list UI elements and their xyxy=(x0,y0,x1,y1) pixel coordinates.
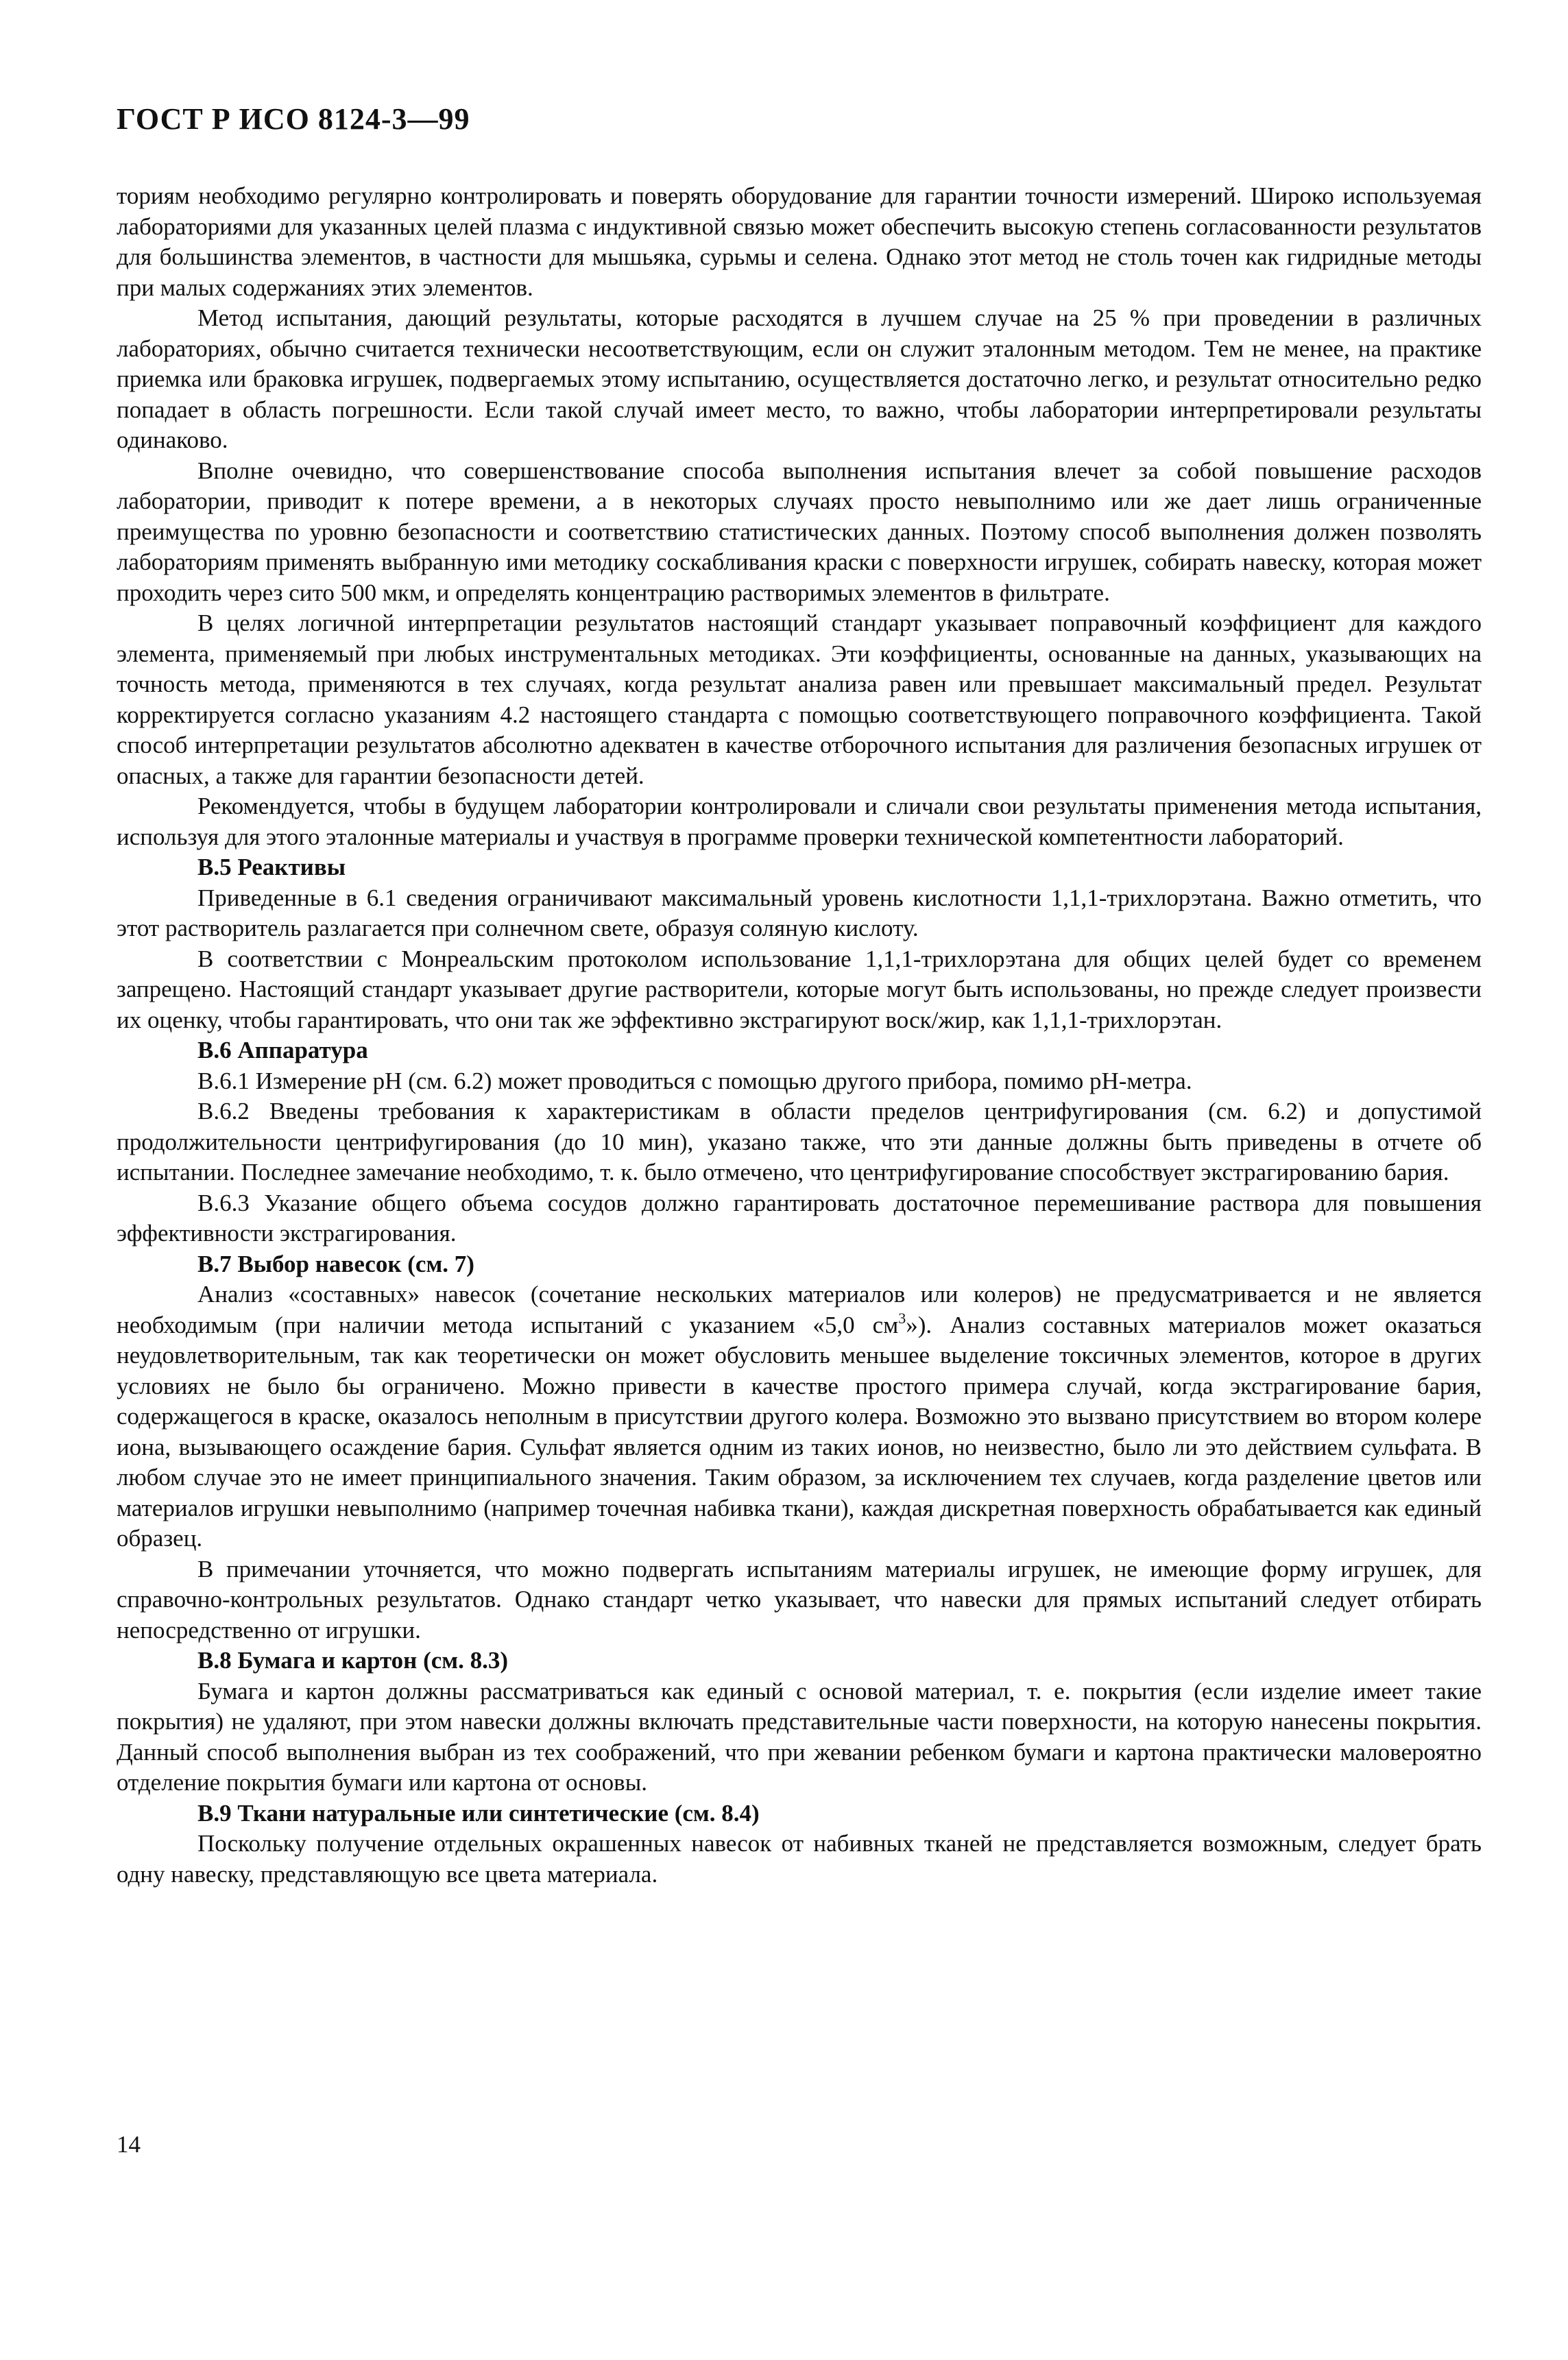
paragraph: В соответствии с Монреальским протоколом использование 1,1,1-трихлорэтана для общих целей будет со временем запрещено. Настоящий стандарт указывает другие растворители, которые могут быть использованы, но прежде следует произвести их оценку, чтобы гарантировать, что они так же эффективно экстрагируют воск/жир, как 1,1,1-трихлорэтан. xyxy=(117,945,1482,1033)
superscript: 3 xyxy=(898,1309,906,1327)
standard-header: ГОСТ Р ИСО 8124-3—99 xyxy=(117,102,470,136)
section-heading-b7: B.7 Выбор навесок (см. 7) xyxy=(197,1250,474,1277)
paragraph: B.6.2 Введены требования к характеристикам в области пределов центрифугирования (см. 6.2) и допустимой продолжительности центрифугирования (до 10 мин), указано также, что эти данные должны быть приведены в отчете об испытании. Последнее замечание необходимо, т. к. было отмечено, что центрифугирование способствует экстрагированию бария. xyxy=(117,1098,1482,1185)
paragraph: Рекомендуется, чтобы в будущем лаборатории контролировали и сличали свои результаты применения метода испытания, используя для этого эталонные материалы и участвуя в программе проверки технической компетентности лабораторий. xyxy=(117,793,1482,850)
paragraph xyxy=(117,1279,1482,1554)
paragraph: B.6.1 Измерение рН (см. 6.2) может проводиться с помощью другого прибора, помимо рН-метра. xyxy=(197,1067,1192,1094)
paragraph: Метод испытания, дающий результаты, которые расходятся в лучшем случае на 25 % при проведении в различных лабораториях, обычно считается технически несоответствующим, если он служит эталонным методом. Тем не менее, на практике приемка или браковка игрушек, подвергаемых этому испытанию, осуществляется достаточно легко, и результат относительно редко попадает в область погрешности. Если такой случай имеет место, то важно, чтобы лаборатории интерпретировали результаты одинаково. xyxy=(117,304,1482,453)
paragraph-continuation: ториям необходимо регулярно контролировать и поверять оборудование для гарантии точности измерений. Широко используемая лабораториями для указанных целей плазма с индуктивной связью может обеспечить высокую степень согласованности результатов для большинства элементов, в частности для мышьяка, сурьмы и селена. Однако этот метод не столь точен как гидридные методы при малых содержаниях этих элементов. xyxy=(117,182,1482,301)
section-heading-b8: B.8 Бумага и картон (см. 8.3) xyxy=(197,1647,509,1674)
paragraph: Поскольку получение отдельных окрашенных навесок от набивных тканей не представляется возможным, следует брать одну навеску, представляющую все цвета материала. xyxy=(117,1830,1482,1888)
paragraph: B.6.3 Указание общего объема сосудов должно гарантировать достаточное перемешивание раствора для повышения эффективности экстрагирования. xyxy=(117,1189,1482,1247)
section-heading-b6: B.6 Аппаратура xyxy=(197,1037,368,1063)
page-number: 14 xyxy=(117,2131,141,2158)
paragraph: В примечании уточняется, что можно подвергать испытаниям материалы игрушек, не имеющие форму игрушек, для справочно-контрольных результатов. Однако стандарт четко указывает, что навески для прямых испытаний следует отбирать непосредственно от игрушки. xyxy=(117,1555,1482,1643)
text-run: Анализ «составных» навесок (сочетание нескольких материалов или колеров) не предусматривается и не является необходимым (при наличии метода испытаний с указанием «5,0 см xyxy=(117,1281,1482,1338)
paragraph: В целях логичной интерпретации результатов настоящий стандарт указывает поправочный коэффициент для каждого элемента, применяемый при любых инструментальных методиках. Эти коэффициенты, основанные на данных, указывающих на точность метода, применяются в тех случаях, когда результат анализа равен или превышает максимальный предел. Результат корректируется согласно указаниям 4.2 настоящего стандарта с помощью соответствующего поправочного коэффициента. Такой способ интерпретации результатов абсолютно адекватен в качестве отборочного испытания для различения безопасных игрушек от опасных, а также для гарантии безопасности детей. xyxy=(117,610,1482,789)
paragraph: Бумага и картон должны рассматриваться как единый с основой материал, т. е. покрытия (если изделие имеет такие покрытия) не удаляют, при этом навески должны включать представительные части поверхности, на которую нанесены покрытия. Данный способ выполнения выбран из тех соображений, что при жевании ребенком бумаги и картона практически маловероятно отделение покрытия бумаги или картона от основы. xyxy=(117,1677,1482,1796)
paragraph: Приведенные в 6.1 сведения ограничивают максимальный уровень кислотности 1,1,1-трихлорэтана. Важно отметить, что этот растворитель разлагается при солнечном свете, образуя соляную кислоту. xyxy=(117,884,1482,941)
section-heading-b5: B.5 Реактивы xyxy=(197,854,346,880)
section-heading-b9: B.9 Ткани натуральные или синтетические (см. 8.4) xyxy=(197,1799,760,1827)
text-run: »). Анализ составных материалов может оказаться неудовлетворительным, так как теоретически он может обусловить меньшее выделение токсичных элементов, которое в других условиях не было бы ограничено. Можно привести в качестве простого примера случай, когда экстрагирование бария, содержащегося в краске, оказалось неполным в присутствии другого колера. Возможно это вызвано присутствием во втором колере иона, вызывающего осаждение бария. Сульфат является одним из таких ионов, но неизвестно, было ли это действием сульфата. В любом случае это не имеет принципиального значения. Таким образом, за исключением тех случаев, когда разделение цветов или материалов игрушки невыполнимо (например точечная набивка ткани), каждая дискретная поверхность обрабатывается как единый образец. xyxy=(117,1311,1482,1552)
document-body xyxy=(117,181,1482,1890)
paragraph: Вполне очевидно, что совершенствование способа выполнения испытания влечет за собой повышение расходов лаборатории, приводит к потере времени, а в некоторых случаях просто невыполнимо или же дает лишь ограниченные преимущества по уровню безопасности и соответствию статистических данных. Поэтому способ выполнения должен позволять лабораториям применять выбранную ими методику соскабливания краски с поверхности игрушек, собирать навеску, которая может проходить через сито 500 мкм, и определять концентрацию растворимых элементов в фильтрате. xyxy=(117,457,1482,606)
